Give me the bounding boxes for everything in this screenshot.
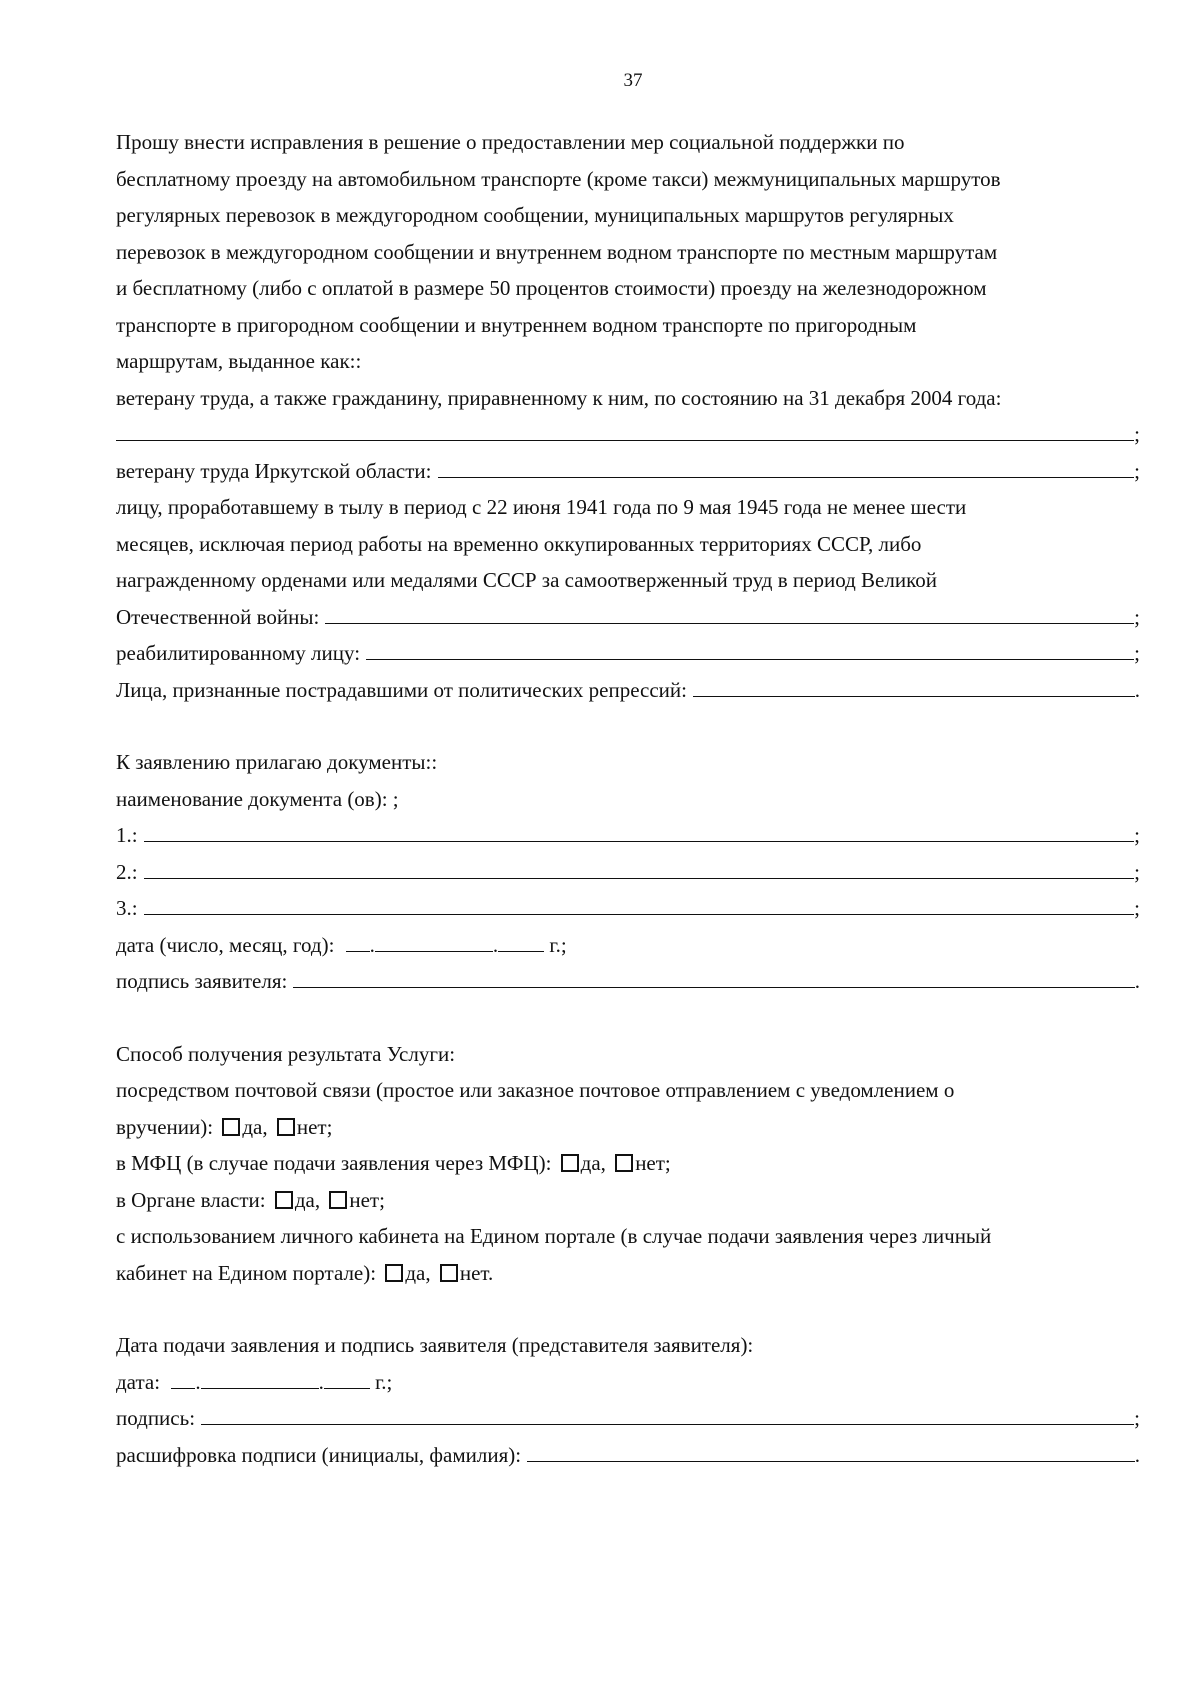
veteran-semicolon: ; [1134,422,1140,446]
document-item-1-label: 1.: [116,823,138,847]
document-item-3-blank[interactable] [144,890,1135,915]
intro-line-4: перевозок в междугородном сообщении и внутреннем водном транспорте по местным маршрутам [116,239,998,264]
rehabilitated-label: реабилитированному лицу: [116,641,361,665]
date-month-blank[interactable] [375,927,493,952]
intro-line-7: маршрутам, выданное как:: [116,349,362,373]
mfc-no-checkbox[interactable] [615,1154,633,1172]
portal-yes-label: да, [405,1260,431,1285]
applicant-signature-period: . [1134,969,1140,993]
portal-line-1: с использованием личного кабинета на Едином портале (в случае подачи заявления через личный [116,1224,992,1248]
intro-line-5: и бесплатному (либо с оплатой в размере 50 процентов стоимости) проезду на железнодорожном [116,276,987,300]
mfc-no-label: нет; [635,1151,671,1175]
date-dot-2: . [492,932,499,957]
veteran-irkutsk-semicolon: ; [1134,458,1140,483]
document-date-label: дата (число, месяц, год): [116,932,335,957]
rear-worker-line-1: лицу, проработавшему в тылу в период с 22 июня 1941 года по 9 мая 1945 года не менее шести [116,495,967,519]
submission-signature-blank[interactable] [201,1400,1134,1425]
date-dot-1: . [369,932,375,957]
rear-worker-blank[interactable] [325,599,1134,624]
veteran-irkutsk-blank[interactable] [438,453,1135,478]
rear-worker-label: Отечественной войны: [116,604,320,629]
authority-yes-label: да, [294,1187,321,1212]
signature-decode-period: . [1134,1442,1140,1467]
submission-dot-1: . [195,1369,201,1394]
document-name-label: наименование документа (ов): ; [116,786,399,811]
documents-heading: К заявлению прилагаю документы:: [116,750,438,774]
signature-decode-field[interactable] [116,1437,1140,1474]
applicant-signature-blank[interactable] [293,963,1134,988]
portal-no-checkbox[interactable] [440,1264,458,1282]
veteran-blank[interactable] [116,416,1134,441]
signature-decode-label: расшифровка подписи (инициалы, фамилия): [116,1442,522,1467]
document-item-2-semicolon: ; [1134,859,1140,884]
intro-line-6: транспорте в пригородном сообщении и внутреннем водном транспорте по пригородным [116,312,917,337]
signature-decode-blank[interactable] [527,1437,1135,1462]
intro-line-1: Прошу внести исправления в решение о предоставлении мер социальной поддержки по [116,130,905,154]
document-item-1-blank[interactable] [144,817,1135,842]
document-item-3-label: 3.: [116,896,138,920]
document-item-2-label: 2.: [116,859,138,884]
mfc-yes-label: да, [580,1151,606,1175]
submission-date-suffix: г.; [375,1369,393,1394]
rear-worker-line-2: месяцев, исключая период работы на временно оккупированных территориях СССР, либо [116,531,922,556]
veteran-irkutsk-field[interactable] [116,453,1140,490]
document-date-suffix: г.; [549,932,567,957]
intro-line-2: бесплатному проезду на автомобильном транспорте (кроме такси) межмуниципальных маршрутов [116,166,1001,191]
submission-date-label: дата: [116,1369,161,1394]
postal-line-2: вручении): [116,1114,214,1139]
rehabilitated-blank[interactable] [366,635,1134,660]
authority-yes-checkbox[interactable] [275,1191,293,1209]
postal-option [116,1109,1140,1146]
veteran-irkutsk-label: ветерану труда Иркутской области: [116,458,432,483]
date-day-blank[interactable] [346,927,370,952]
authority-label: в Органе власти: [116,1187,266,1212]
submission-year-blank[interactable] [324,1364,370,1389]
rear-worker-field[interactable] [116,599,1140,636]
applicant-signature-label: подпись заявителя: [116,969,288,993]
date-year-blank[interactable] [498,927,544,952]
veteran-label: ветерану труда, а также гражданину, приравненному к ним, по состоянию на 31 декабря 2004 года: [116,385,1002,410]
authority-option [116,1182,1140,1219]
repressed-period: . [1134,677,1140,702]
page-number: 37 [623,70,643,91]
rehabilitated-field[interactable] [116,635,1140,672]
portal-no-label: нет. [459,1260,494,1285]
result-method-heading: Способ получения результата Услуги: [116,1041,456,1066]
mfc-label: в МФЦ (в случае подачи заявления через МФЦ): [116,1151,552,1175]
document-item-1-semicolon: ; [1134,823,1140,847]
mfc-yes-checkbox[interactable] [561,1154,579,1172]
submission-signature-semicolon: ; [1134,1406,1140,1430]
rear-worker-semicolon: ; [1134,604,1140,629]
postal-no-checkbox[interactable] [277,1118,295,1136]
document-date-field[interactable] [116,927,1140,964]
document-item-1[interactable] [116,817,1140,854]
repressed-blank[interactable] [693,672,1135,697]
document-item-3-semicolon: ; [1134,896,1140,920]
repressed-field[interactable] [116,672,1140,709]
applicant-signature-field[interactable] [116,963,1140,1000]
postal-yes-label: да, [242,1114,268,1139]
mfc-option [116,1145,1140,1182]
postal-yes-checkbox[interactable] [222,1118,240,1136]
portal-option [116,1255,1140,1292]
document-item-2[interactable] [116,854,1140,891]
submission-signature-label: подпись: [116,1406,196,1430]
submission-signature-field[interactable] [116,1400,1140,1437]
portal-line-2: кабинет на Едином портале): [116,1260,377,1285]
submission-day-blank[interactable] [171,1364,195,1389]
rear-worker-line-3: награжденному орденами или медалями СССР за самоотверженный труд в период Великой [116,568,937,592]
submission-month-blank[interactable] [201,1364,319,1389]
portal-yes-checkbox[interactable] [385,1264,403,1282]
submission-date-field[interactable] [116,1364,1140,1401]
rehabilitated-semicolon: ; [1134,641,1140,665]
postal-no-label: нет; [296,1114,333,1139]
submission-dot-2: . [318,1369,324,1394]
authority-no-label: нет; [349,1187,385,1212]
postal-line-1: посредством почтовой связи (простое или заказное почтовое отправлением с уведомлением о [116,1078,955,1102]
application-form [116,124,1140,1473]
document-item-3[interactable] [116,890,1140,927]
intro-line-3: регулярных перевозок в междугородном сообщении, муниципальных маршрутов регулярных [116,203,954,227]
veteran-field[interactable] [116,416,1140,453]
document-item-2-blank[interactable] [144,854,1135,879]
submission-heading: Дата подачи заявления и подпись заявителя (представителя заявителя): [116,1333,754,1357]
repressed-label: Лица, признанные пострадавшими от политических репрессий: [116,677,687,702]
authority-no-checkbox[interactable] [329,1191,347,1209]
